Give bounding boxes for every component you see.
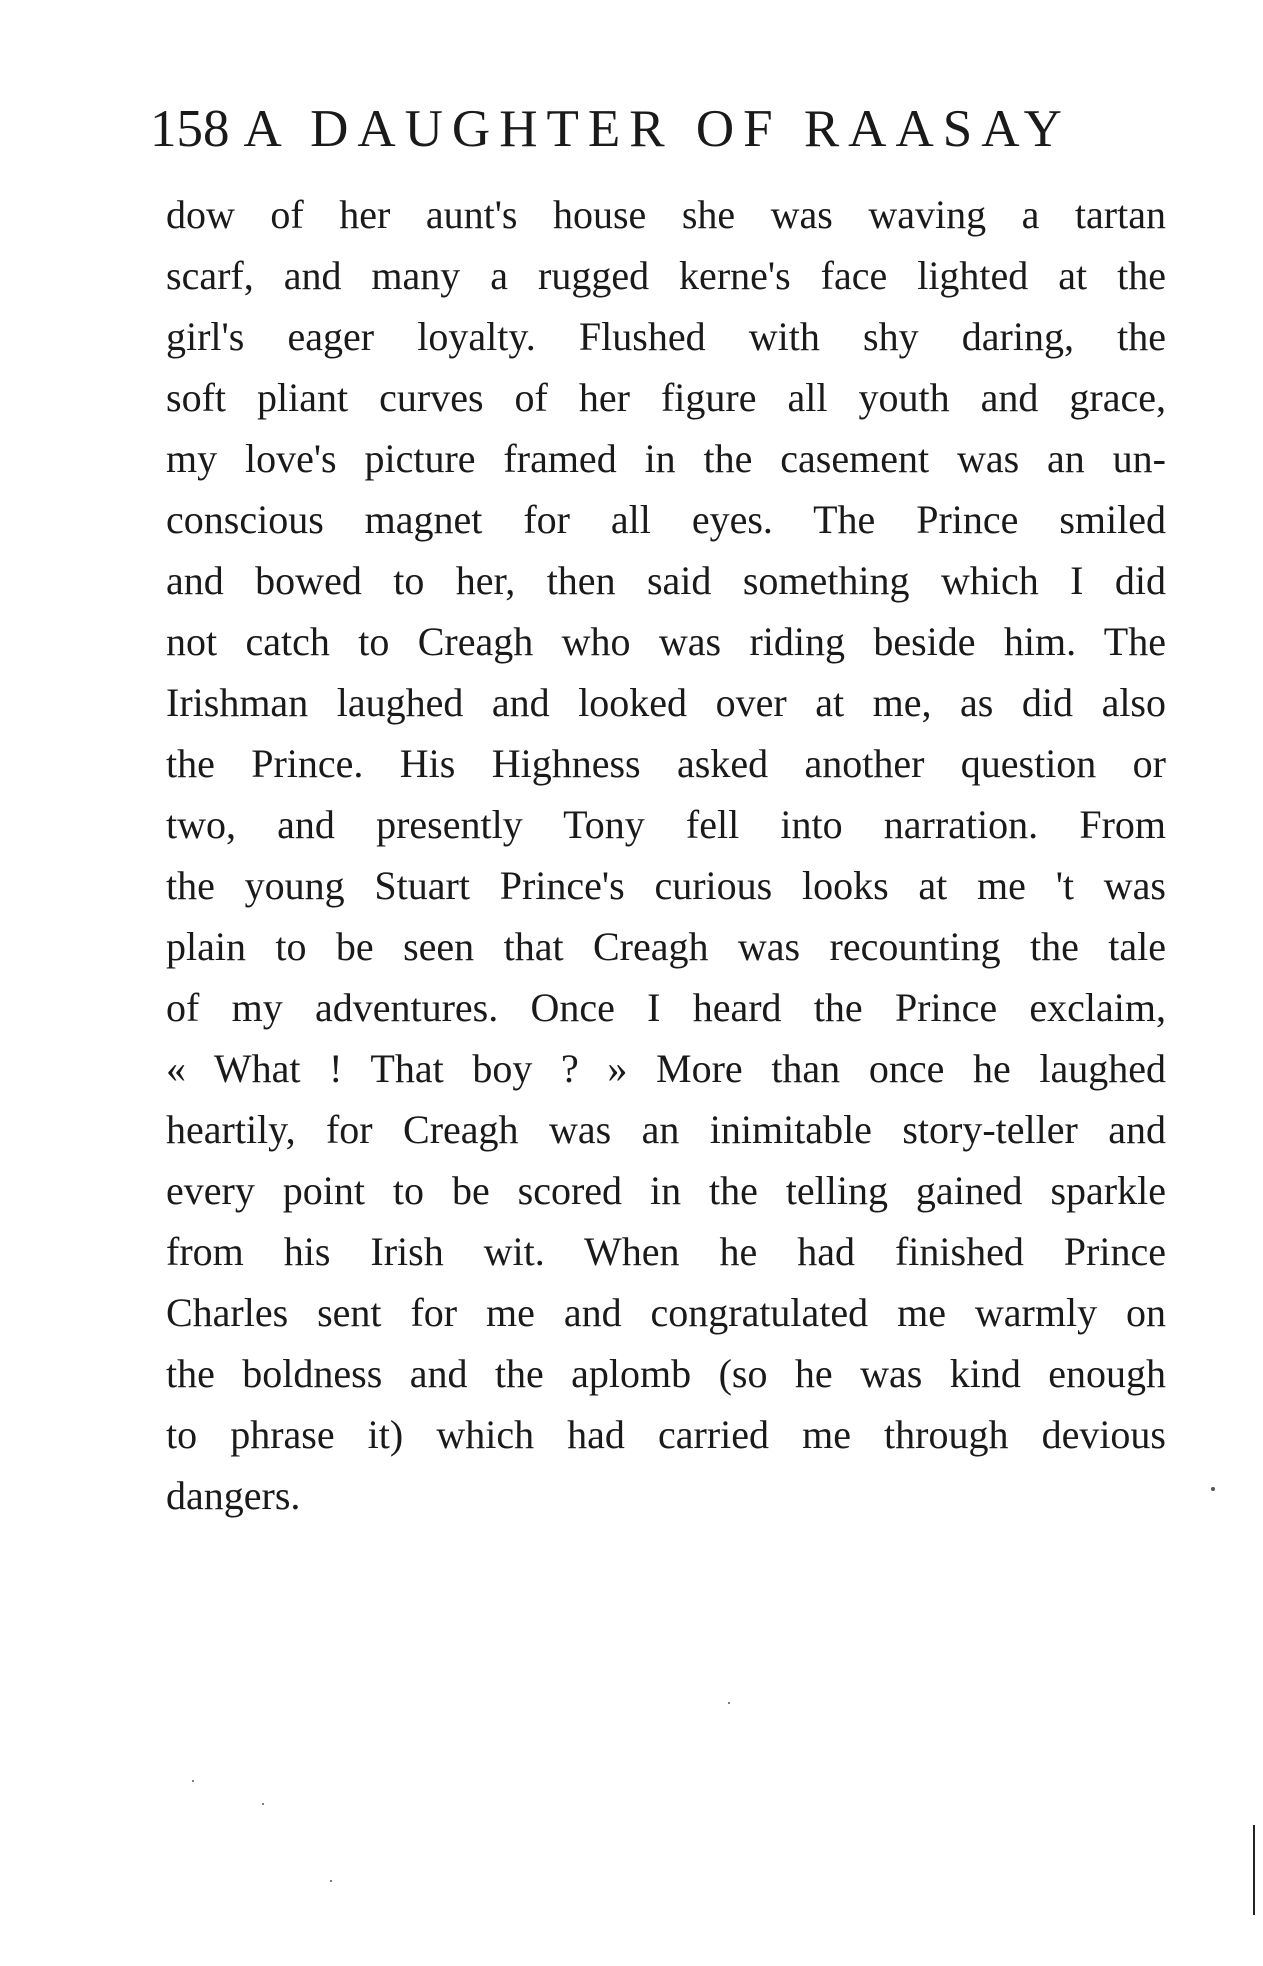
text-line: dow of her aunt's house she was waving a tartan (166, 192, 1166, 237)
scan-speck (192, 1780, 194, 1782)
text-line: girl's eager loyalty. Flushed with shy daring, the (166, 314, 1166, 359)
text-line: to phrase it) which had carried me through devious (166, 1412, 1166, 1457)
scan-speck (262, 1803, 264, 1805)
page-number: 158 (150, 100, 230, 158)
text-line: Charles sent for me and congratulated me warmly on (166, 1290, 1166, 1335)
running-head (150, 94, 1160, 164)
scan-speck (728, 1702, 730, 1704)
text-line: my love's picture framed in the casement was an un- (166, 436, 1166, 481)
scan-edge-mark (1253, 1825, 1255, 1915)
text-line: two, and presently Tony fell into narration. From (166, 802, 1166, 847)
body-text (166, 184, 1166, 1526)
text-line: the Prince. His Highness asked another question or (166, 741, 1166, 786)
text-line: of my adventures. Once I heard the Prince exclaim, (166, 985, 1166, 1030)
text-line: from his Irish wit. When he had finished Prince (166, 1229, 1166, 1274)
text-line: conscious magnet for all eyes. The Prince smiled (166, 497, 1166, 542)
text-line: Irishman laughed and looked over at me, as did also (166, 680, 1166, 725)
text-line: the young Stuart Prince's curious looks at me 't was (166, 863, 1166, 908)
scan-speck (1211, 1487, 1215, 1491)
text-line: every point to be scored in the telling gained sparkle (166, 1168, 1166, 1213)
text-line: the boldness and the aplomb (so he was kind enough (166, 1351, 1166, 1396)
text-line: « What ! That boy ? » More than once he laughed (166, 1046, 1166, 1091)
text-line: scarf, and many a rugged kerne's face lighted at the (166, 253, 1166, 298)
scan-speck (330, 1880, 332, 1882)
text-line: not catch to Creagh who was riding beside him. The (166, 619, 1166, 664)
book-title: A DAUGHTER OF RAASAY (243, 100, 1071, 158)
text-line: dangers. (166, 1473, 301, 1518)
text-line: and bowed to her, then said something which I did (166, 558, 1166, 603)
text-line: heartily, for Creagh was an inimitable story-teller and (166, 1107, 1166, 1152)
text-line: soft pliant curves of her figure all youth and grace, (166, 375, 1166, 420)
text-line: plain to be seen that Creagh was recounting the tale (166, 924, 1166, 969)
